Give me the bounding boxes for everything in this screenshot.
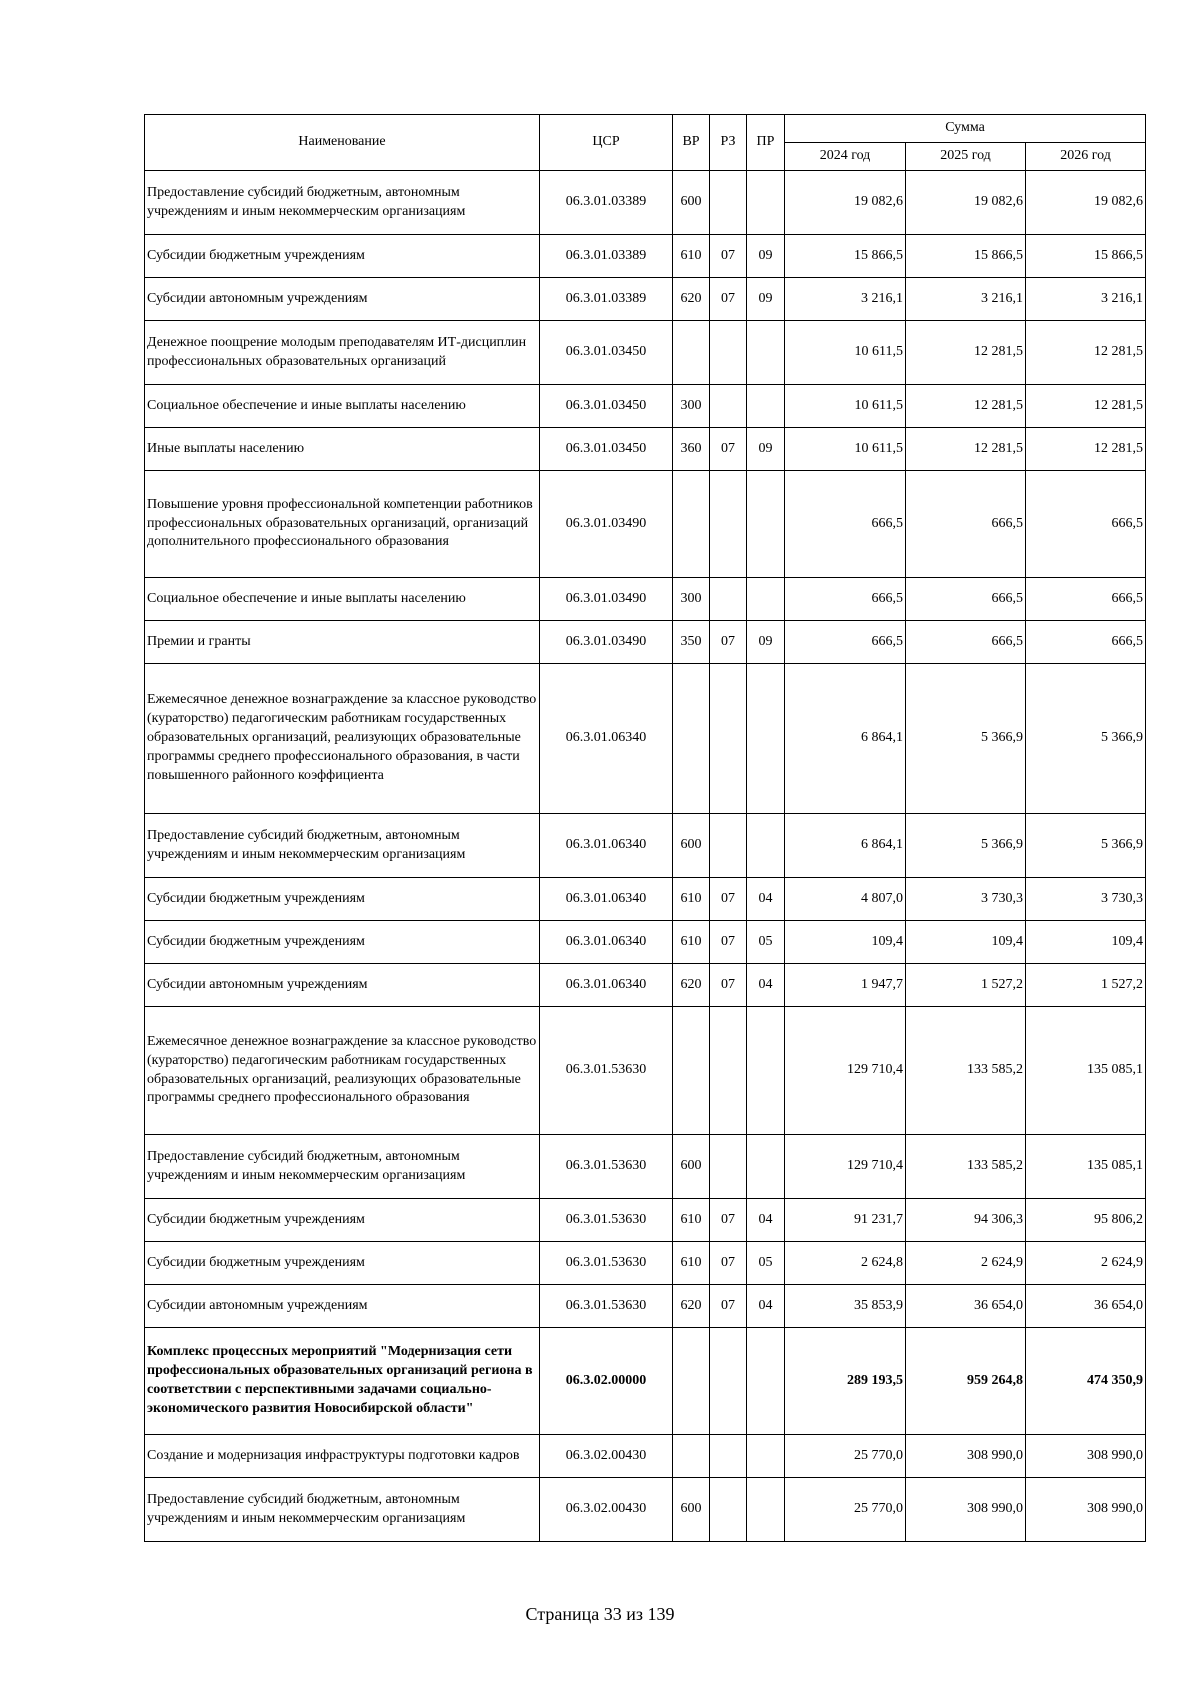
cell-vr: 610 (673, 1199, 710, 1242)
cell-sum-2025: 12 281,5 (906, 385, 1026, 428)
cell-sum-2024: 3 216,1 (785, 278, 906, 321)
table-row (145, 1435, 1146, 1478)
cell-csr: 06.3.01.06340 (540, 878, 673, 921)
cell-sum-2024: 129 710,4 (785, 1007, 906, 1135)
page-number: Страница 33 из 139 (525, 1604, 675, 1624)
cell-csr: 06.3.01.53630 (540, 1199, 673, 1242)
cell-vr: 610 (673, 1242, 710, 1285)
cell-name: Субсидии бюджетным учреждениям (145, 1199, 540, 1242)
cell-name: Социальное обеспечение и иные выплаты населению (145, 385, 540, 428)
cell-pr (747, 664, 785, 814)
cell-sum-2025: 133 585,2 (906, 1007, 1026, 1135)
cell-pr (747, 1007, 785, 1135)
table-row (145, 814, 1146, 878)
table-row (145, 921, 1146, 964)
cell-name: Ежемесячное денежное вознаграждение за классное руководство (кураторство) педагогическим работникам государственных образовательных организаций, реализующих образовательные программы среднего профессионального образования, в части повышенного районного коэффициента (145, 664, 540, 814)
cell-pr: 04 (747, 1199, 785, 1242)
cell-sum-2026: 666,5 (1026, 471, 1146, 578)
cell-name: Повышение уровня профессиональной компетенции работников профессиональных образовательных организаций, организаций дополнительного профессионального образования (145, 471, 540, 578)
cell-name: Денежное поощрение молодым преподавателям ИТ-дисциплин профессиональных образовательных организаций (145, 321, 540, 385)
cell-rz (710, 1478, 747, 1542)
cell-rz: 07 (710, 878, 747, 921)
cell-sum-2025: 5 366,9 (906, 664, 1026, 814)
cell-name: Предоставление субсидий бюджетным, автономным учреждениям и иным некоммерческим организациям (145, 171, 540, 235)
cell-csr: 06.3.01.53630 (540, 1007, 673, 1135)
cell-sum-2026: 12 281,5 (1026, 321, 1146, 385)
cell-vr (673, 1328, 710, 1435)
cell-sum-2026: 5 366,9 (1026, 814, 1146, 878)
table-row (145, 964, 1146, 1007)
cell-vr: 300 (673, 578, 710, 621)
cell-rz (710, 1007, 747, 1135)
table-row (145, 321, 1146, 385)
header-vr: ВР (673, 115, 710, 171)
cell-csr: 06.3.01.06340 (540, 964, 673, 1007)
cell-pr (747, 471, 785, 578)
cell-rz: 07 (710, 964, 747, 1007)
cell-sum-2025: 5 366,9 (906, 814, 1026, 878)
cell-name: Комплекс процессных мероприятий "Модернизация сети профессиональных образовательных организаций региона в соответствии с перспективными задачами социально-экономического развития Новосибирской области" (145, 1328, 540, 1435)
document-sheet (144, 114, 1146, 1542)
cell-name: Ежемесячное денежное вознаграждение за классное руководство (кураторство) педагогическим работникам государственных образовательных организаций, реализующих образовательные программы среднего профессионального образования (145, 1007, 540, 1135)
cell-sum-2024: 25 770,0 (785, 1435, 906, 1478)
cell-pr (747, 1135, 785, 1199)
table-header (145, 115, 1146, 171)
cell-name: Субсидии бюджетным учреждениям (145, 235, 540, 278)
cell-sum-2025: 1 527,2 (906, 964, 1026, 1007)
cell-csr: 06.3.02.00430 (540, 1478, 673, 1542)
cell-vr: 600 (673, 1478, 710, 1542)
table-row (145, 578, 1146, 621)
cell-sum-2024: 666,5 (785, 621, 906, 664)
cell-vr (673, 1007, 710, 1135)
cell-rz (710, 1435, 747, 1478)
header-pr: ПР (747, 115, 785, 171)
cell-csr: 06.3.01.06340 (540, 814, 673, 878)
cell-rz (710, 385, 747, 428)
cell-rz (710, 321, 747, 385)
table-row (145, 1242, 1146, 1285)
cell-sum-2026: 3 730,3 (1026, 878, 1146, 921)
cell-name: Создание и модернизация инфраструктуры подготовки кадров (145, 1435, 540, 1478)
cell-pr (747, 814, 785, 878)
cell-sum-2026: 19 082,6 (1026, 171, 1146, 235)
table-row (145, 1135, 1146, 1199)
cell-sum-2026: 135 085,1 (1026, 1135, 1146, 1199)
cell-rz (710, 814, 747, 878)
cell-csr: 06.3.01.03450 (540, 428, 673, 471)
cell-csr: 06.3.01.03490 (540, 578, 673, 621)
cell-vr (673, 471, 710, 578)
cell-vr (673, 1435, 710, 1478)
cell-vr: 600 (673, 171, 710, 235)
cell-sum-2024: 35 853,9 (785, 1285, 906, 1328)
cell-sum-2024: 289 193,5 (785, 1328, 906, 1435)
cell-sum-2024: 666,5 (785, 471, 906, 578)
cell-sum-2025: 666,5 (906, 621, 1026, 664)
cell-csr: 06.3.01.06340 (540, 921, 673, 964)
cell-vr: 600 (673, 1135, 710, 1199)
cell-sum-2025: 12 281,5 (906, 428, 1026, 471)
cell-pr (747, 1435, 785, 1478)
cell-vr: 350 (673, 621, 710, 664)
cell-sum-2026: 666,5 (1026, 578, 1146, 621)
cell-pr (747, 1478, 785, 1542)
cell-sum-2025: 15 866,5 (906, 235, 1026, 278)
cell-pr (747, 578, 785, 621)
cell-sum-2025: 19 082,6 (906, 171, 1026, 235)
cell-vr: 610 (673, 235, 710, 278)
cell-sum-2024: 91 231,7 (785, 1199, 906, 1242)
cell-rz: 07 (710, 278, 747, 321)
cell-vr: 610 (673, 921, 710, 964)
cell-pr: 09 (747, 621, 785, 664)
cell-name: Субсидии автономным учреждениям (145, 278, 540, 321)
cell-sum-2026: 12 281,5 (1026, 428, 1146, 471)
cell-name: Социальное обеспечение и иные выплаты населению (145, 578, 540, 621)
cell-sum-2025: 308 990,0 (906, 1435, 1026, 1478)
cell-name: Предоставление субсидий бюджетным, автономным учреждениям и иным некоммерческим организациям (145, 1478, 540, 1542)
table-row (145, 621, 1146, 664)
cell-name: Предоставление субсидий бюджетным, автономным учреждениям и иным некоммерческим организациям (145, 814, 540, 878)
cell-sum-2024: 15 866,5 (785, 235, 906, 278)
cell-name: Субсидии автономным учреждениям (145, 1285, 540, 1328)
cell-csr: 06.3.02.00000 (540, 1328, 673, 1435)
cell-sum-2026: 109,4 (1026, 921, 1146, 964)
header-year-2024: 2024 год (785, 143, 906, 171)
table-row (145, 1007, 1146, 1135)
table-row (145, 471, 1146, 578)
cell-vr: 600 (673, 814, 710, 878)
cell-rz: 07 (710, 1285, 747, 1328)
cell-sum-2025: 3 216,1 (906, 278, 1026, 321)
cell-sum-2025: 36 654,0 (906, 1285, 1026, 1328)
table-row (145, 664, 1146, 814)
header-year-2025: 2025 год (906, 143, 1026, 171)
cell-sum-2026: 1 527,2 (1026, 964, 1146, 1007)
cell-sum-2025: 12 281,5 (906, 321, 1026, 385)
cell-sum-2026: 308 990,0 (1026, 1478, 1146, 1542)
cell-sum-2025: 109,4 (906, 921, 1026, 964)
table-row (145, 385, 1146, 428)
cell-sum-2026: 135 085,1 (1026, 1007, 1146, 1135)
cell-rz (710, 664, 747, 814)
table-row (145, 878, 1146, 921)
cell-pr: 09 (747, 278, 785, 321)
cell-name: Предоставление субсидий бюджетным, автономным учреждениям и иным некоммерческим организациям (145, 1135, 540, 1199)
cell-rz: 07 (710, 1242, 747, 1285)
cell-vr: 620 (673, 1285, 710, 1328)
cell-csr: 06.3.01.03490 (540, 621, 673, 664)
cell-rz (710, 578, 747, 621)
cell-sum-2026: 5 366,9 (1026, 664, 1146, 814)
cell-sum-2025: 666,5 (906, 578, 1026, 621)
cell-sum-2024: 10 611,5 (785, 385, 906, 428)
budget-table (144, 114, 1146, 1542)
cell-csr: 06.3.01.53630 (540, 1242, 673, 1285)
cell-sum-2026: 666,5 (1026, 621, 1146, 664)
cell-vr: 620 (673, 278, 710, 321)
cell-rz: 07 (710, 921, 747, 964)
cell-pr: 05 (747, 921, 785, 964)
cell-sum-2026: 12 281,5 (1026, 385, 1146, 428)
cell-csr: 06.3.01.03389 (540, 235, 673, 278)
cell-sum-2026: 308 990,0 (1026, 1435, 1146, 1478)
header-name: Наименование (145, 115, 540, 171)
cell-csr: 06.3.01.03389 (540, 171, 673, 235)
cell-pr: 05 (747, 1242, 785, 1285)
cell-rz: 07 (710, 428, 747, 471)
cell-name: Премии и гранты (145, 621, 540, 664)
cell-csr: 06.3.02.00430 (540, 1435, 673, 1478)
table-row (145, 1478, 1146, 1542)
cell-csr: 06.3.01.03490 (540, 471, 673, 578)
cell-sum-2026: 15 866,5 (1026, 235, 1146, 278)
cell-rz (710, 471, 747, 578)
cell-name: Субсидии бюджетным учреждениям (145, 921, 540, 964)
cell-sum-2026: 95 806,2 (1026, 1199, 1146, 1242)
header-year-2026: 2026 год (1026, 143, 1146, 171)
cell-pr (747, 1328, 785, 1435)
cell-vr: 300 (673, 385, 710, 428)
cell-vr: 610 (673, 878, 710, 921)
cell-rz: 07 (710, 621, 747, 664)
cell-rz (710, 171, 747, 235)
cell-sum-2024: 19 082,6 (785, 171, 906, 235)
table-row (145, 1328, 1146, 1435)
cell-sum-2026: 3 216,1 (1026, 278, 1146, 321)
cell-rz: 07 (710, 235, 747, 278)
cell-vr: 620 (673, 964, 710, 1007)
cell-name: Субсидии автономным учреждениям (145, 964, 540, 1007)
cell-sum-2024: 666,5 (785, 578, 906, 621)
table-row (145, 278, 1146, 321)
cell-pr: 09 (747, 428, 785, 471)
table-row (145, 1199, 1146, 1242)
cell-pr: 09 (747, 235, 785, 278)
cell-pr (747, 321, 785, 385)
cell-sum-2026: 36 654,0 (1026, 1285, 1146, 1328)
cell-sum-2024: 2 624,8 (785, 1242, 906, 1285)
cell-csr: 06.3.01.06340 (540, 664, 673, 814)
table-row (145, 1285, 1146, 1328)
cell-sum-2024: 6 864,1 (785, 814, 906, 878)
cell-csr: 06.3.01.03389 (540, 278, 673, 321)
table-body (145, 171, 1146, 1542)
cell-name: Иные выплаты населению (145, 428, 540, 471)
cell-csr: 06.3.01.03450 (540, 385, 673, 428)
cell-sum-2024: 10 611,5 (785, 428, 906, 471)
cell-pr: 04 (747, 1285, 785, 1328)
cell-sum-2025: 133 585,2 (906, 1135, 1026, 1199)
cell-pr: 04 (747, 964, 785, 1007)
cell-rz (710, 1135, 747, 1199)
cell-name: Субсидии бюджетным учреждениям (145, 878, 540, 921)
cell-vr (673, 321, 710, 385)
cell-rz (710, 1328, 747, 1435)
header-csr: ЦСР (540, 115, 673, 171)
cell-name: Субсидии бюджетным учреждениям (145, 1242, 540, 1285)
cell-pr (747, 171, 785, 235)
cell-rz: 07 (710, 1199, 747, 1242)
cell-sum-2024: 129 710,4 (785, 1135, 906, 1199)
cell-sum-2025: 308 990,0 (906, 1478, 1026, 1542)
cell-sum-2026: 2 624,9 (1026, 1242, 1146, 1285)
cell-vr (673, 664, 710, 814)
cell-sum-2024: 109,4 (785, 921, 906, 964)
cell-sum-2026: 474 350,9 (1026, 1328, 1146, 1435)
cell-sum-2025: 666,5 (906, 471, 1026, 578)
cell-sum-2024: 6 864,1 (785, 664, 906, 814)
header-rz: РЗ (710, 115, 747, 171)
cell-vr: 360 (673, 428, 710, 471)
table-row (145, 235, 1146, 278)
cell-sum-2024: 1 947,7 (785, 964, 906, 1007)
cell-sum-2024: 4 807,0 (785, 878, 906, 921)
header-sum: Сумма (785, 115, 1146, 143)
cell-sum-2025: 3 730,3 (906, 878, 1026, 921)
cell-sum-2024: 25 770,0 (785, 1478, 906, 1542)
table-row (145, 171, 1146, 235)
cell-sum-2025: 959 264,8 (906, 1328, 1026, 1435)
cell-sum-2025: 94 306,3 (906, 1199, 1026, 1242)
cell-sum-2025: 2 624,9 (906, 1242, 1026, 1285)
table-row (145, 428, 1146, 471)
cell-sum-2024: 10 611,5 (785, 321, 906, 385)
cell-csr: 06.3.01.53630 (540, 1285, 673, 1328)
cell-csr: 06.3.01.53630 (540, 1135, 673, 1199)
cell-pr (747, 385, 785, 428)
cell-csr: 06.3.01.03450 (540, 321, 673, 385)
cell-pr: 04 (747, 878, 785, 921)
